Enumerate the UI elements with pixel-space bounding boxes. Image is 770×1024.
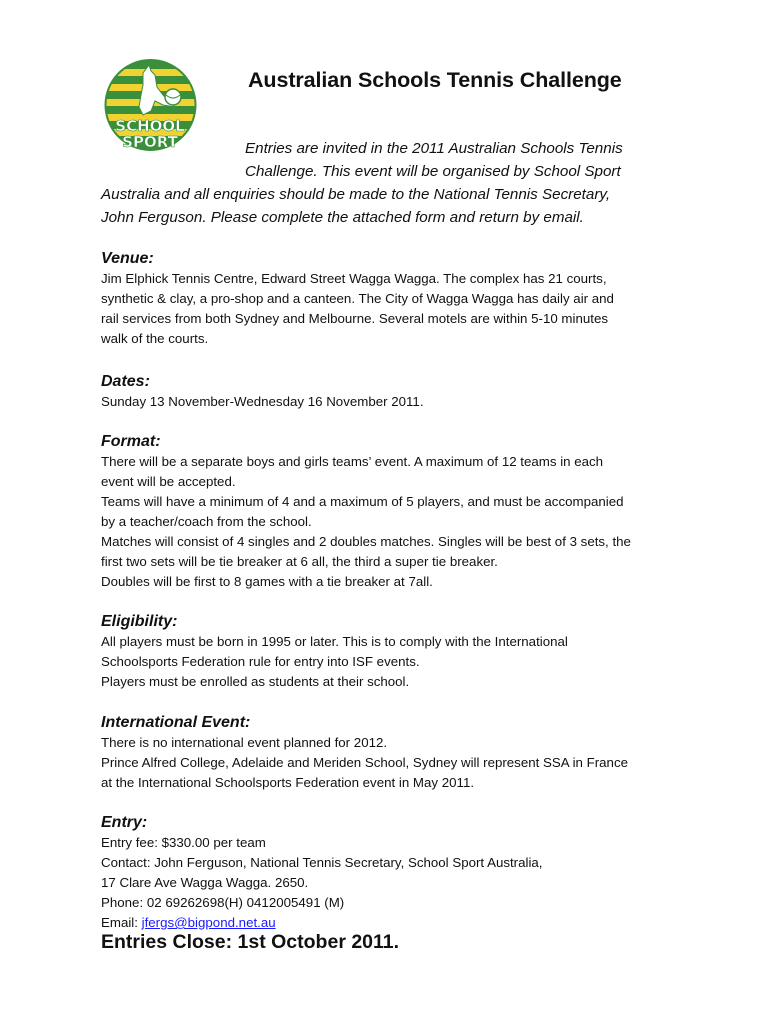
text-line: by a teacher/coach from the school.: [101, 514, 312, 529]
text-line: There will be a separate boys and girls teams’ event. A maximum of 12 teams in each: [101, 454, 604, 469]
intro-line: Entries are invited in the 2011 Australian Schools Tennis: [245, 140, 623, 157]
text-line: Doubles will be first to 8 games with a tie breaker at 7all.: [101, 574, 433, 589]
entries-close-notice: Entries Close: 1st October 2011.: [101, 931, 400, 953]
text-line: Contact: John Ferguson, National Tennis Secretary, School Sport Australia,: [101, 855, 543, 870]
email-label: Email:: [101, 915, 142, 930]
text-line: Players must be enrolled as students at their school.: [101, 674, 410, 689]
section-heading: Entry:: [101, 814, 148, 831]
section-heading: Venue:: [101, 250, 154, 267]
text-line: There is no international event planned for 2012.: [101, 735, 388, 750]
text-line: event will be accepted.: [101, 474, 236, 489]
text-line: 17 Clare Ave Wagga Wagga. 2650.: [101, 875, 309, 890]
text-line: rail services from both Sydney and Melbourne. Several motels are within 5-10 minutes: [101, 311, 608, 326]
entry-section: [101, 813, 681, 933]
email-line: [101, 913, 681, 933]
text-line: first two sets will be tie breaker at 6 all, the third a super tie breaker.: [101, 554, 498, 569]
text-line: Jim Elphick Tennis Centre, Edward Street Wagga Wagga. The complex has 21 courts,: [101, 271, 607, 286]
page-title: Australian Schools Tennis Challenge: [248, 68, 622, 92]
svg-text:SCHOOL: SCHOOL: [115, 117, 185, 135]
text-line: Schoolsports Federation rule for entry into ISF events.: [101, 654, 420, 669]
text-line: at the International Schoolsports Federation event in May 2011.: [101, 775, 475, 790]
section-heading: Format:: [101, 433, 161, 450]
email-link[interactable]: jfergs@bigpond.net.au: [141, 915, 276, 930]
text-line: All players must be born in 1995 or later. This is to comply with the International: [101, 634, 568, 649]
section-heading: International Event:: [101, 714, 251, 731]
format-section: [101, 432, 681, 592]
text-line: Entry fee: $330.00 per team: [101, 835, 266, 850]
text-line: Phone: 02 69262698(H) 0412005491 (M): [101, 895, 345, 910]
text-line: Teams will have a minimum of 4 and a maximum of 5 players, and must be accompanied: [101, 494, 624, 509]
text-line: Prince Alfred College, Adelaide and Meriden School, Sydney will represent SSA in France: [101, 755, 628, 770]
international-section: [101, 713, 681, 793]
text-line: synthetic & clay, a pro-shop and a canteen. The City of Wagga Wagga has daily air and: [101, 291, 614, 306]
intro-paragraph: [101, 137, 666, 229]
eligibility-section: [101, 612, 681, 692]
text-line: Matches will consist of 4 singles and 2 doubles matches. Singles will be best of 3 sets, the: [101, 534, 631, 549]
intro-line: John Ferguson. Please complete the attached form and return by email.: [101, 209, 584, 226]
text-line: walk of the courts.: [101, 331, 209, 346]
section-heading: Eligibility:: [101, 613, 178, 630]
text-line: Sunday 13 November-Wednesday 16 November 2011.: [101, 394, 424, 409]
svg-text:SPORT: SPORT: [122, 133, 178, 151]
intro-line: Challenge. This event will be organised by School Sport: [245, 163, 621, 180]
venue-section: [101, 249, 681, 349]
dates-section: [101, 372, 681, 412]
intro-line: Australia and all enquiries should be made to the National Tennis Secretary,: [101, 186, 611, 203]
section-heading: Dates:: [101, 373, 150, 390]
